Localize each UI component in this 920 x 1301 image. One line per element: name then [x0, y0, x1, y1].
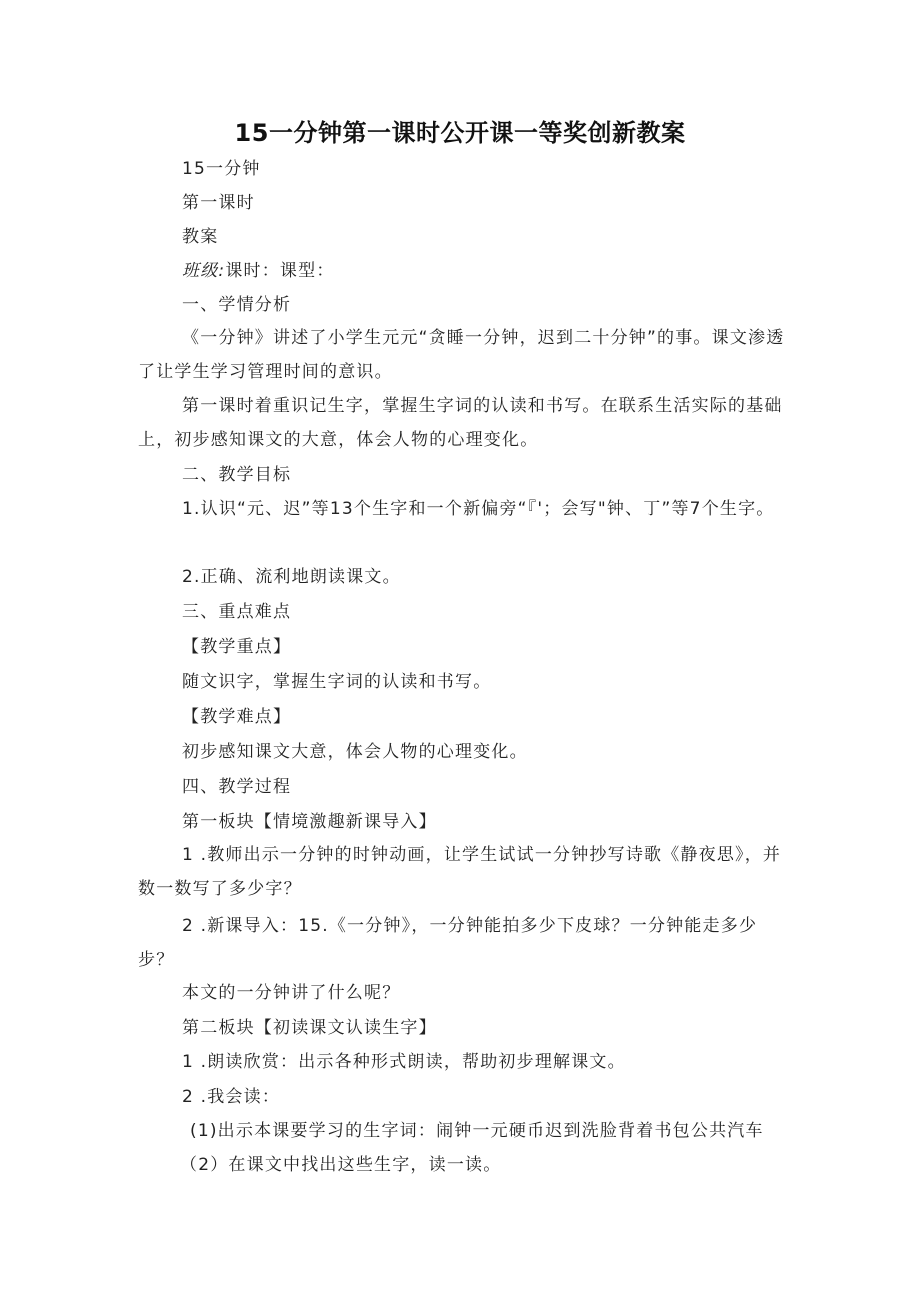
- paragraph-analysis-2: 第一课时着重识记生字，掌握生字词的认读和书写。在联系生活实际的基础上，初步感知课文的大意，体会人物的心理变化。: [138, 396, 783, 450]
- process-question: 本文的一分钟讲了什么呢？: [182, 983, 401, 1003]
- section-heading-3: 三、重点难点: [182, 602, 292, 622]
- document-title: 15一分钟第一课时公开课一等奖创新教案: [234, 119, 686, 147]
- reading-substep-1: (1)出示本课要学习的生字词：闹钟一元硬币迟到洗脸背着书包公共汽车: [190, 1121, 764, 1141]
- process-step-2: 2 .新课导入：15.《一分钟》，一分钟能拍多少下皮球？一分钟能走多少步？: [138, 916, 758, 970]
- paragraph-analysis-1: 《一分钟》讲述了小学生元元“贪睡一分钟，迟到二十分钟”的事。课文渗透了让学生学习管理时间的意识。: [138, 328, 785, 382]
- goal-item-2: 2.正确、流利地朗读课文。: [182, 567, 401, 587]
- process-step-1: 1 .教师出示一分钟的时钟动画，让学生试试一分钟抄写诗歌《静夜思》，并数一数写了多少字？: [138, 845, 782, 899]
- lesson-period-line: 第一课时: [182, 193, 255, 213]
- lesson-number-line: 15一分钟: [182, 159, 261, 179]
- section-heading-2: 二、教学目标: [182, 465, 292, 485]
- section-heading-1: 一、学情分析: [182, 295, 292, 315]
- goal-item-1: 1.认识“元、迟”等13个生字和一个新偏旁“『'；会写"钟、丁”等7个生字。: [182, 499, 775, 519]
- difficulty-heading: 【教学难点】: [182, 707, 292, 727]
- difficulty-text: 初步感知课文大意，体会人物的心理变化。: [182, 742, 528, 762]
- block-heading-2: 第二板块【初读课文认读生字】: [182, 1018, 437, 1038]
- class-label: 班级:: [182, 261, 226, 281]
- reading-step-1: 1 .朗读欣赏：出示各种形式朗读，帮助初步理解课文。: [182, 1052, 626, 1072]
- lesson-plan-line: 教案: [182, 227, 219, 247]
- key-point-text: 随文识字，掌握生字词的认读和书写。: [182, 672, 492, 692]
- reading-step-2: 2 .我会读：: [182, 1087, 281, 1107]
- reading-substep-2: （2）在课文中找出这些生字，读一读。: [180, 1155, 502, 1175]
- section-heading-4: 四、教学过程: [182, 777, 292, 797]
- block-heading-1: 第一板块【情境激趣新课导入】: [182, 812, 437, 832]
- key-point-heading: 【教学重点】: [182, 637, 292, 657]
- class-info-text: 课时：课型：: [225, 261, 335, 281]
- class-info-line: [182, 260, 335, 282]
